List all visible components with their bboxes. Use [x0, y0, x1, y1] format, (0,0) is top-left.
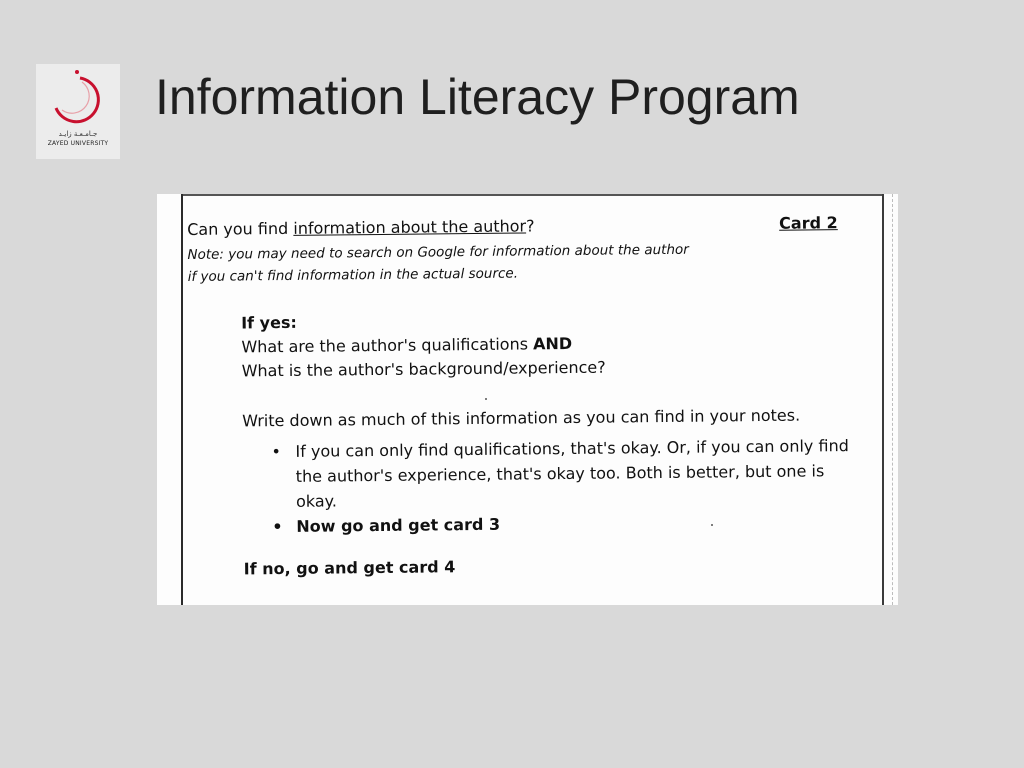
slide-title: Information Literacy Program [155, 69, 800, 125]
list-item [267, 433, 868, 514]
bullet-dot-icon: • [272, 517, 283, 537]
question-suffix: ? [525, 216, 535, 236]
qualifications-prefix: What are the author's qualifications [241, 334, 534, 357]
zayed-university-logo [36, 64, 120, 159]
bullet-text: Now go and get card 3 [296, 514, 501, 536]
scan-border-top [181, 194, 884, 196]
scanned-card-image [157, 194, 898, 605]
scan-edge-dashes [892, 194, 894, 605]
card-bullet-list [267, 433, 868, 539]
question-prefix: Can you find [187, 218, 294, 239]
bullet-dot-icon: • [271, 442, 282, 462]
qualifications-line [241, 334, 572, 356]
note-line-1: Note: you may need to search on Google for information about the author [187, 241, 689, 263]
logo-english-text: ZAYED UNIVERSITY [47, 140, 109, 147]
qualifications-and: AND [532, 333, 573, 354]
logo-arabic-text: جـامـعـة زايـد [58, 130, 98, 138]
card-note [187, 239, 689, 288]
if-no-line: If no, go and get card 4 [243, 557, 456, 579]
scan-border-left [181, 194, 183, 605]
background-line: What is the author's background/experience? [241, 357, 606, 381]
scan-border-right [882, 194, 884, 605]
question-underlined: information about the author [293, 216, 527, 238]
list-item [268, 508, 868, 539]
bullet-text: If you can only find qualifications, that's okay. Or, if you can only find the author's experience, that's okay too. Both is better, but one is okay. [295, 436, 849, 511]
card-document [187, 207, 877, 579]
scan-speck [485, 398, 487, 400]
write-down-line: Write down as much of this information as you can find in your notes. [242, 405, 801, 431]
crescent-logo-icon [36, 64, 120, 134]
if-yes-heading: If yes: [241, 312, 297, 333]
card-label: Card 2 [779, 213, 838, 233]
note-line-2: if you can't find information in the actual source. [187, 265, 519, 285]
scan-speck [711, 524, 713, 526]
card-question [187, 216, 535, 239]
